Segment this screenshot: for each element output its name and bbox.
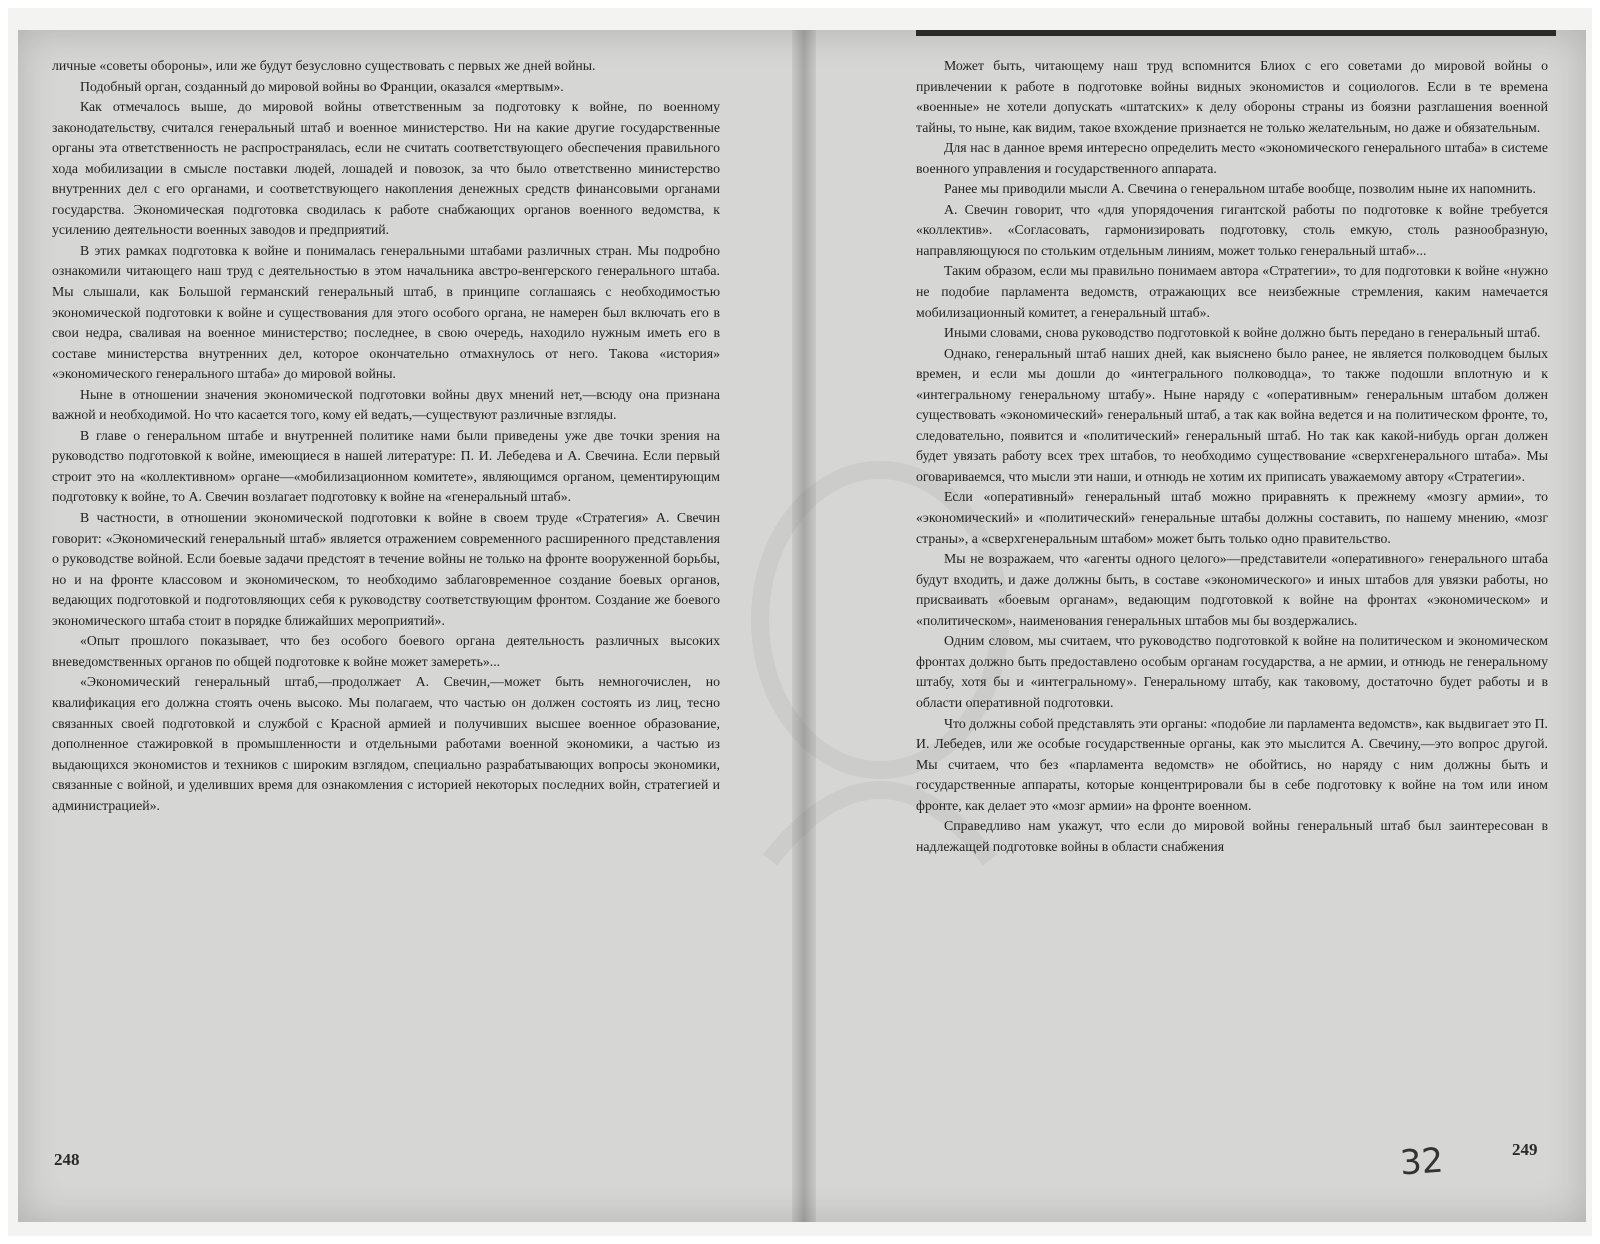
- paragraph: личные «советы обороны», или же будут безусловно существовать с первых же дней войны.: [52, 58, 596, 73]
- paragraph: Иными словами, снова руководство подготовкой к войне должно быть передано в генеральный штаб.: [944, 325, 1541, 341]
- left-page-number: 248: [54, 1150, 80, 1169]
- paragraph: Ранее мы приводили мысли А. Свечина о генеральном штабе вообще, позволим ныне их напомнить.: [944, 181, 1536, 197]
- paragraph: Как отмечалось выше, до мировой войны ответственным за подготовку к войне, по военному законодательству, считался генеральный штаб и военное министерство. Ни на какие другие государственные органы эта ответственность не распространялась, если не считать соответствующего обеспечения правильного хода мобилизации в смысле поставки людей, лошадей и повозок, за что было ответственно министерство внутренних дел с его органами, и соответствующего накопления денежных средств финансовыми органами государства. Экономическая подготовка сводилась к работе снабжающих органов военного ведомства, к усилению деятельности военных заводов и предприятий.: [52, 99, 720, 238]
- handwritten-note: 32: [1398, 1140, 1445, 1184]
- right-page-text: [916, 56, 1548, 1156]
- paragraph: Подобный орган, созданный до мировой войны во Франции, оказался «мертвым».: [80, 78, 564, 94]
- paragraph: А. Свечин говорит, что «для упорядочения гигантской работы по подготовке к войне требуется «коллектив». «Согласовать, гармонизировать подготовку, столь емкую, столь разнообразную, направляющуюся по стольким отдельным линиям, может только генеральный штаб»...: [916, 201, 1548, 258]
- book-gutter: [792, 30, 816, 1222]
- paragraph: Справедливо нам укажут, что если до мировой войны генеральный штаб был заинтересован в надлежащей подготовке войны в области снабжения: [916, 818, 1548, 854]
- paragraph: Для нас в данное время интересно определить место «экономического генерального штаба» в системе военного управления и государственного аппарата.: [916, 140, 1548, 176]
- paragraph: В главе о генеральном штабе и внутренней политике нами были приведены уже две точки зрения на руководство подготовкой к войне, имеющиеся в нашей литературе: П. И. Лебедева и А. Свечина. Если первый строит это на «коллективном» органе—«мобилизационном комитете», являющимся органом, цементирующим подготовку к войне, то А. Свечин возлагает подготовку к войне на «генеральный штаб».: [52, 427, 720, 505]
- paragraph: Одним словом, мы считаем, что руководство подготовкой к войне на политическом и экономическом фронтах должно быть предоставлено особым органам государства, а не армии, и отнюдь не генеральному штабу, хотя бы и «интегральному». Генеральному штабу, как таковому, достаточно будет работы и в области оперативной подготовки.: [916, 633, 1548, 710]
- paragraph: В этих рамках подготовка к войне и понималась генеральными штабами различных стран. Мы подробно ознакомили читающего наш труд с деятельностью в этом начальника австро-венгерского генерального штаба. Мы слышали, как Большой германский генеральный штаб, в принципе соглашаясь с необходимостью экономической подготовки к войне и существования для этого особого органа, не намерен был включать его в свои недра, сваливая на военное министерство; последнее, в свою очередь, находило нужным иметь его в составе министерства внутренних дел, которое окончательно отмахнулось от него. Такова «история» «экономического генерального штаба» до мировой войны.: [52, 242, 720, 382]
- paragraph: Может быть, читающему наш труд вспомнится Блиох с его советами до мировой войны о привлечении к работе в подготовке войны видных экономистов и социологов. Если в те времена «военные» не хотели допускать «штатских» к делу обороны страны из боязни разглашения военной тайны, то ныне, как видим, такое вхождение признается не только желательным, но даже и обязательным.: [916, 58, 1548, 135]
- paragraph: Если «оперативный» генеральный штаб можно приравнять к прежнему «мозгу армии», то «экономический» и «политический» генеральные штабы должны составить, по нашему мнению, «мозг страны», а «сверхгенеральным штабом» может быть только одно правительство.: [916, 489, 1548, 546]
- paragraph: Таким образом, если мы правильно понимаем автора «Стратегии», то для подготовки к войне «нужно не подобие парламента ведомств, отражающих все неизбежные стремления, каким намечается мобилизационный комитет, а генеральный штаб».: [916, 263, 1548, 320]
- paragraph: Что должны собой представлять эти органы: «подобие ли парламента ведомств», как выдвигает это П. И. Лебедев, или же особые государственные органы, как это мыслится А. Свечину,—это вопрос другой. Мы считаем, что без «парламента ведомств» не обойтись, но наряду с ним должны быть и государственные аппараты, которые концентрировали бы в себе подготовку к войне на том или ином фронте, как делает это «мозг армии» на фронте военном.: [916, 715, 1548, 813]
- paragraph: Мы не возражаем, что «агенты одного целого»—представители «оперативного» генерального штаба будут входить, и даже должны быть, в составе «экономического» и иных штабов для увязки работы, но присваивать «боевым органам», ведающим подготовкой к войне на фронтах «экономическом» и «политическом», наименования генеральных штабов мы бы воздержались.: [916, 551, 1548, 628]
- paragraph: Ныне в отношении значения экономической подготовки войны двух мнений нет,—всюду она признана важной и необходимой. Но что касается того, кому ей ведать,—существуют различные взгляды.: [52, 386, 720, 423]
- right-page-number: 249: [1512, 1140, 1538, 1159]
- paragraph: В частности, в отношении экономической подготовки к войне в своем труде «Стратегия» А. Свечин говорит: «Экономический генеральный штаб» является отражением современного расширенного представления о руководстве войной. Если боевые задачи предстоят в течение войны не только на фронте вооруженной борьбы, но и на фронте классовом и экономическом, то необходимо заблаговременное создание боевых органов, ведающих подготовкой и подготовляющих себя к руководству соответствующим фронтом. Создание же боевого экономического штаба стоит в порядке ближайших мероприятий».: [52, 510, 720, 628]
- paragraph: «Экономический генеральный штаб,—продолжает А. Свечин,—может быть немногочислен, но квалификация его должна стоять очень высоко. Мы полагаем, что частью он должен состоять из лиц, тесно связанных своей подготовкой и службой с Красной армией и получивших высшее военное образование, дополненное стажировкой в промышленности и отдельными работами военной экономики, а частью из выдающихся экономистов и техников с широким взглядом, специально разрабатывающих вопросы экономики, связанные с войной, и уделивших время для ознакомления с историей некоторых последних войн, стратегией и администрацией».: [52, 674, 720, 813]
- left-page-text: [52, 56, 720, 1156]
- paragraph: «Опыт прошлого показывает, что без особого боевого органа деятельность различных высоких вневедомственных органов по общей подготовке к войне может замереть»...: [52, 633, 720, 669]
- top-edge-band: [916, 30, 1556, 36]
- paragraph: Однако, генеральный штаб наших дней, как выяснено было ранее, не является полководцем былых времен, и если мы дошли до «интегрального полководца», то также подошли вплотную и к «интегральному генеральному штабу». Ныне наряду с «оперативным» генеральным штабом должен существовать «экономический» генеральный штаб, а так как война ведется и на политическом фронте, то, следовательно, появится и «политический» генеральный штаб. Но так как какой-нибудь орган должен будет увязать работу всех трех штабов, то необходимо существование «сверхгенерального штаба». Мы оговариваемся, что мысли эти наши, и отнюдь не хотим их приписать уважаемому автору «Стратегии».: [916, 345, 1548, 484]
